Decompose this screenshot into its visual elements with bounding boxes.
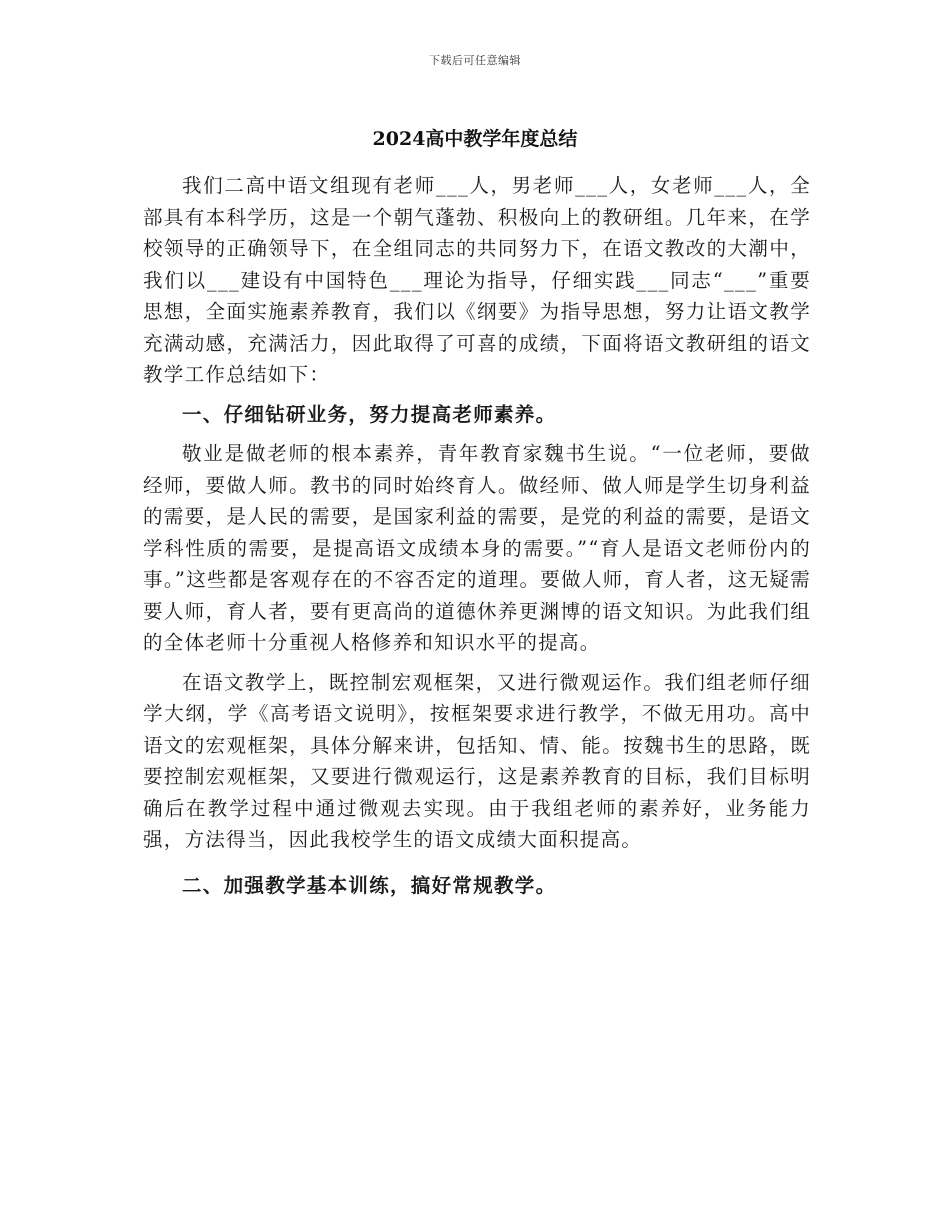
intro-paragraph: 我们二高中语文组现有老师___人，男老师___人，女老师___人，全部具有本科学历，这是一个朝气蓬勃、积极向上的教研组。几年来，在学校领导的正确领导下，在全组同志的共同努力下，在语文教改的大潮中，我们以___建设有中国特色___理论为指导，仔细实践___同志“___”重要思想，全面实施素养教育，我们以《纲要》为指导思想，努力让语文教学充满动感，充满活力，因此取得了可喜的成绩，下面将语文教研组的语文教学工作总结如下： [143,174,811,386]
section-1-heading: 一、仔细钻研业务，努力提高老师素养。 [182,402,557,426]
document-title: 2024高中教学年度总结 [372,128,578,150]
document-body [143,170,811,901]
section-2-heading: 二、加强教学基本训练，搞好常规教学。 [182,873,557,897]
section-1-paragraph-1: 敬业是做老师的根本素养，青年教育家魏书生说。“一位老师，要做经师，要做人师。教书的同时始终育人。做经师、做人师是学生切身利益的需要，是人民的需要，是国家利益的需要，是党的利益的需要，是语文学科性质的需要，是提高语文成绩本身的需要。”“育人是语文老师份内的事。”这些都是客观存在的不容否定的道理。要做人师，育人者，这无疑需要人师，育人者，要有更高尚的道德休养更渊博的语文知识。为此我们组的全体老师十分重视人格修养和知识水平的提高。 [143,442,811,654]
section-1-paragraph-2: 在语文教学上，既控制宏观框架，又进行微观运作。我们组老师仔细学大纲，学《高考语文说明》，按框架要求进行教学，不做无用功。高中语文的宏观框架，具体分解来讲，包括知、情、能。按魏书生的思路，既要控制宏观框架，又要进行微观运行，这是素养教育的目标，我们目标明确后在教学过程中通过微观去实现。由于我组老师的素养好，业务能力强，方法得当，因此我校学生的语文成绩大面积提高。 [143,670,811,851]
page-header: 下载后可任意编辑 [429,54,521,67]
